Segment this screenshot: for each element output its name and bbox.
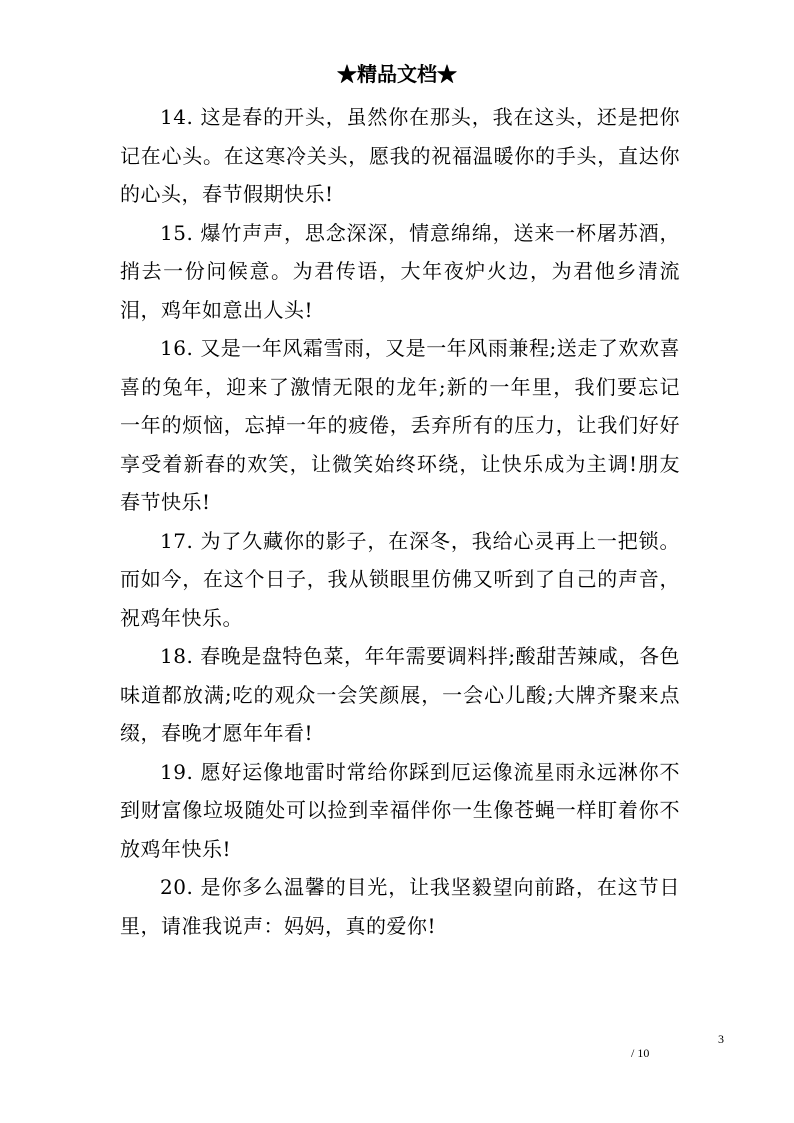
document-body (120, 98, 680, 945)
greeting-paragraph-16: 16. 又是一年风霜雪雨，又是一年风雨兼程;送走了欢欢喜喜的兔年，迎来了激情无限的龙年;新的一年里，我们要忘记一年的烦恼，忘掉一年的疲倦，丢弃所有的压力，让我们好好享受着新春的欢笑，让微笑始终环绕，让快乐成为主调!朋友春节快乐! (120, 336, 680, 514)
page-number: 3 (718, 1032, 724, 1046)
page-total: / 10 (631, 1046, 650, 1060)
greeting-paragraph-20: 20. 是你多么温馨的目光，让我坚毅望向前路，在这节日里，请准我说声：妈妈，真的爱你! (120, 875, 680, 938)
greeting-paragraph-14: 14. 这是春的开头，虽然你在那头，我在这头，还是把你记在心头。在这寒冷关头，愿我的祝福温暖你的手头，直达你的心头，春节假期快乐! (120, 105, 680, 206)
greeting-paragraph-18: 18. 春晚是盘特色菜，年年需要调料拌;酸甜苦辣咸，各色味道都放满;吃的观众一会笑颜展，一会心儿酸;大牌齐聚来点缀，春晚才愿年年看! (120, 644, 680, 745)
document-header-title: ★精品文档★ (337, 62, 457, 86)
greeting-paragraph-17: 17. 为了久藏你的影子，在深冬，我给心灵再上一把锁。而如今，在这个日子，我从锁眼里仿佛又听到了自己的声音，祝鸡年快乐。 (120, 528, 680, 630)
greeting-paragraph-15: 15. 爆竹声声，思念深深，情意绵绵，送来一杯屠苏酒，捎去一份问候意。为君传语，大年夜炉火边，为君他乡清流泪，鸡年如意出人头! (120, 220, 680, 322)
greeting-paragraph-19: 19. 愿好运像地雷时常给你踩到厄运像流星雨永远淋你不到财富像垃圾随处可以捡到幸福伴你一生像苍蝇一样盯着你不放鸡年快乐! (120, 759, 680, 861)
